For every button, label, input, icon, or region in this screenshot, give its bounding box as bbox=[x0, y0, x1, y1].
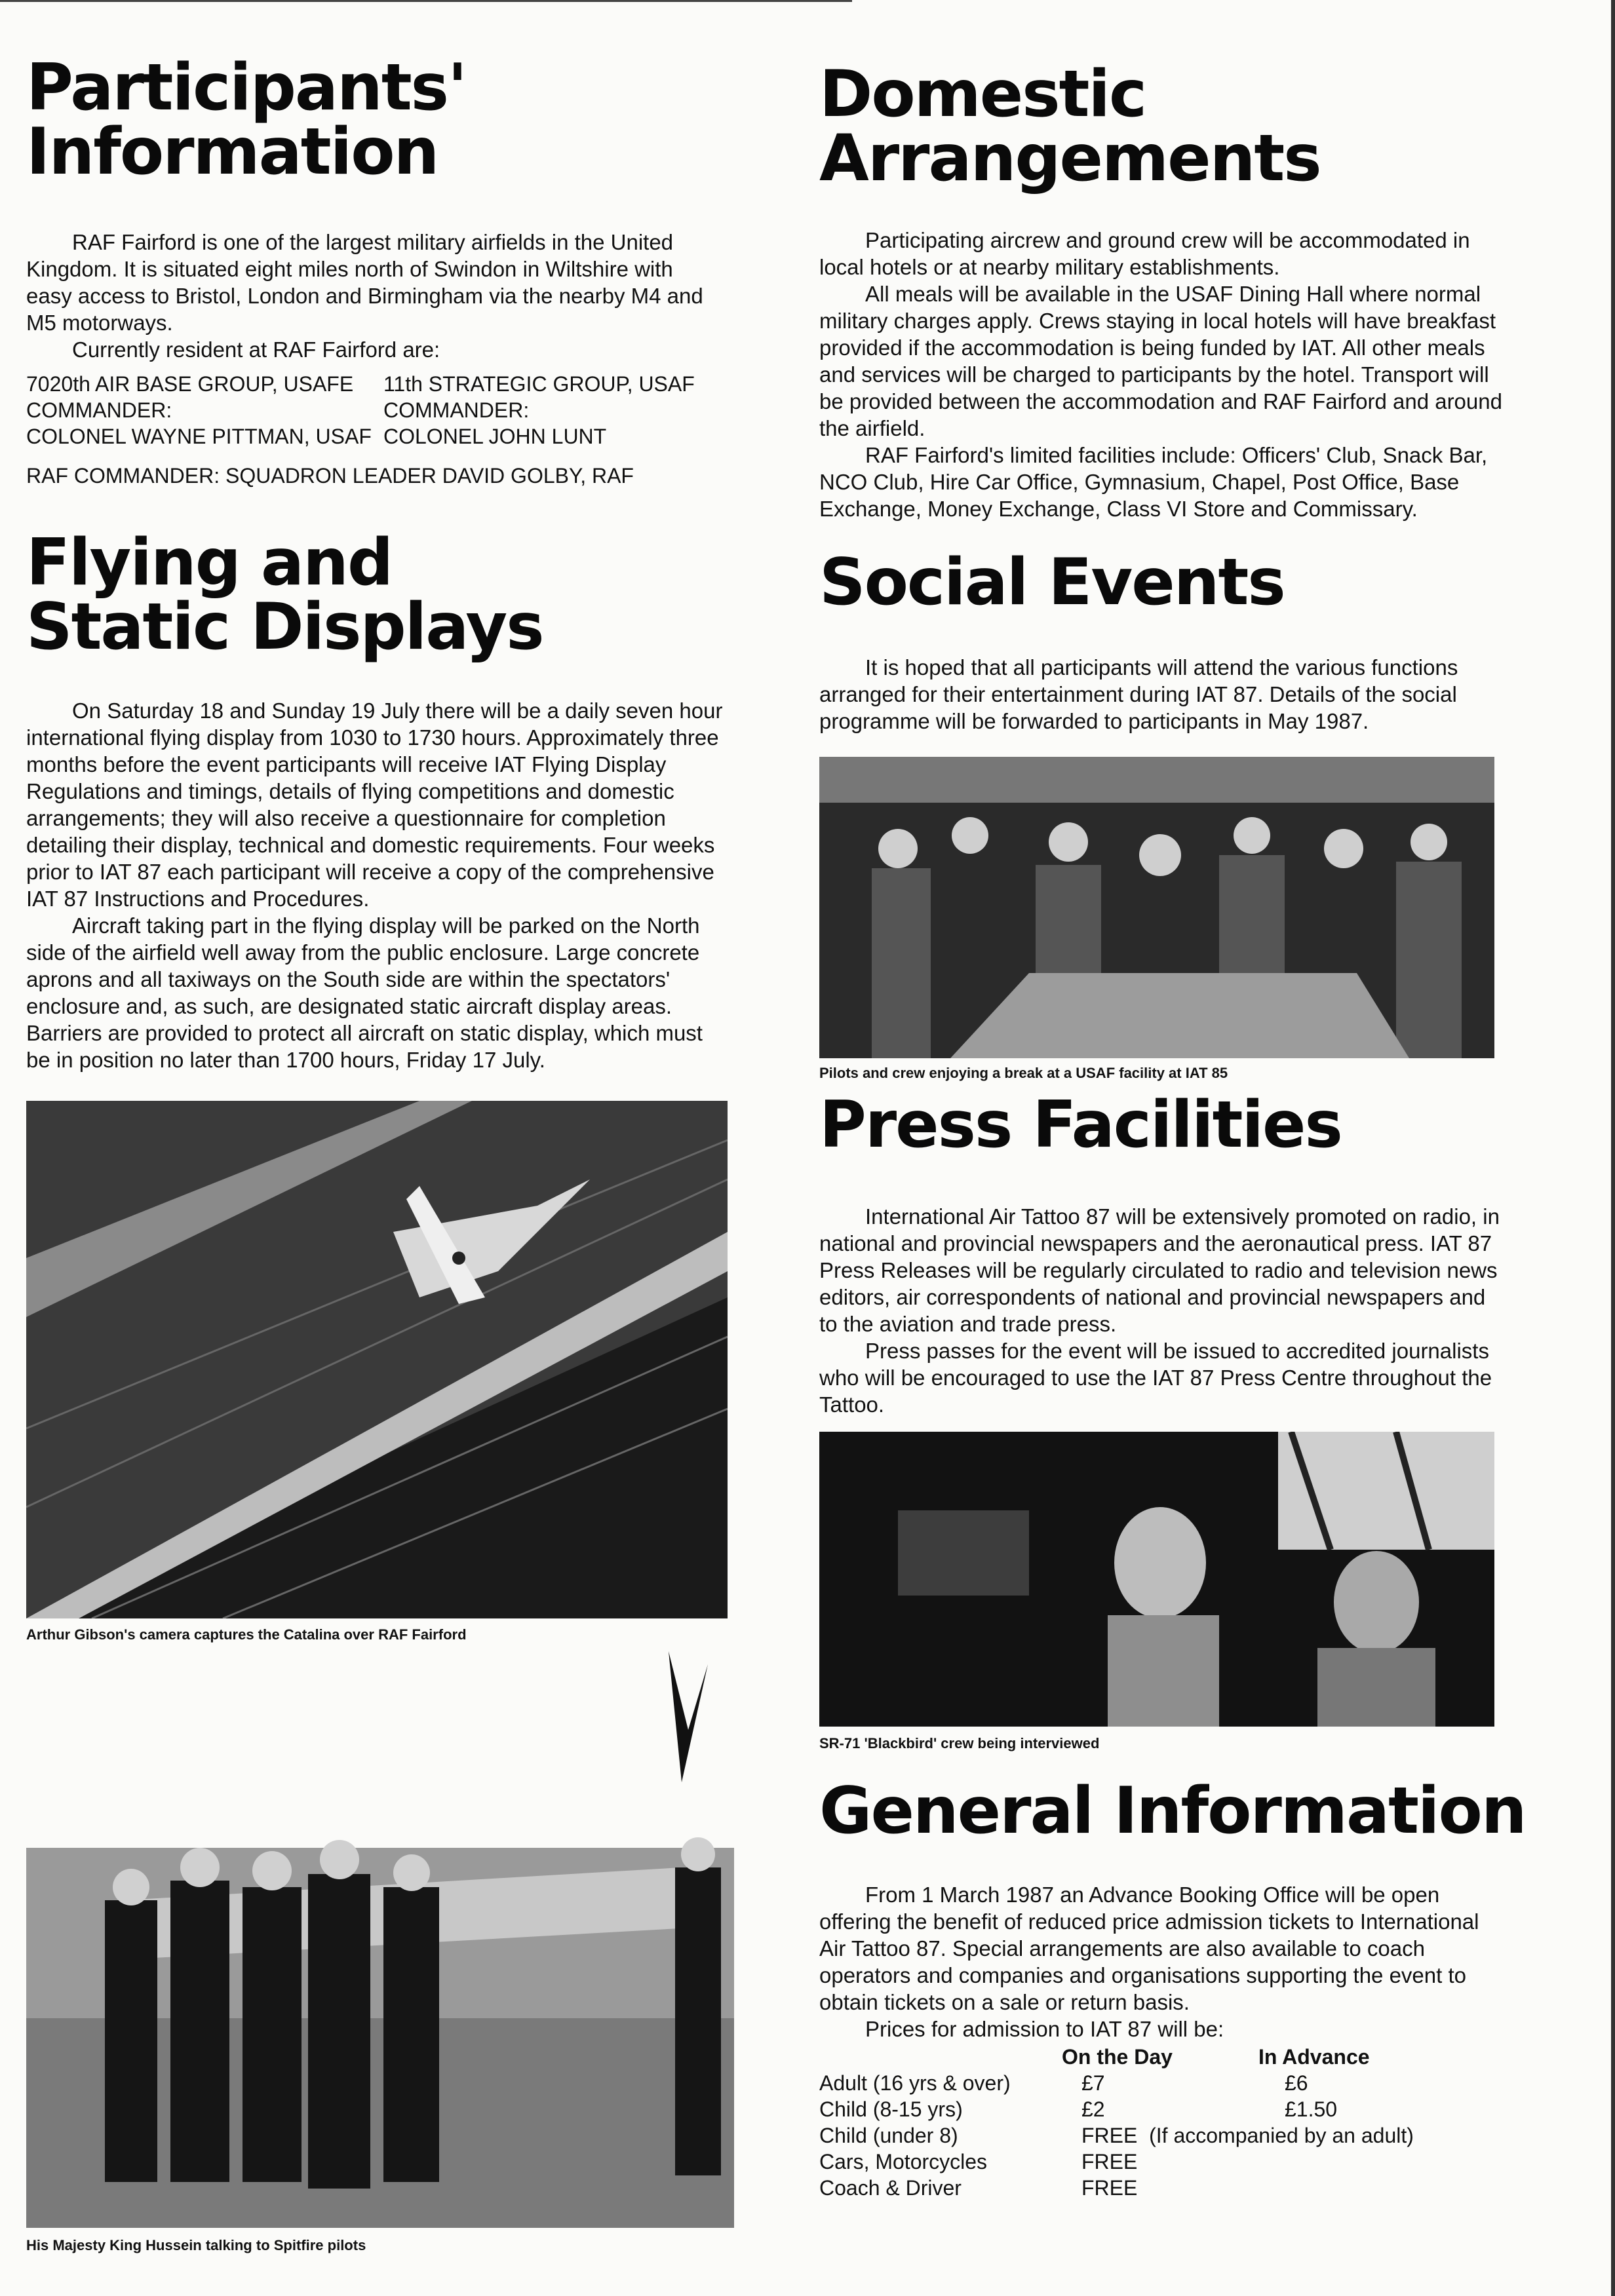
flying-para1: On Saturday 18 and Sunday 19 July there will be a daily seven hour international flying display from 1030 to 1730 hours. Approximately three months before the event participants will receive IAT Flying Display Regulations and timings, details of flying competitions and domestic arrangements; they will also receive a questionnaire for completion detailing their display, technical and domestic requirements. Four weeks prior to IAT 87 each participant will receive a copy of the comprehensive IAT 87 Instructions and Procedures. bbox=[26, 698, 723, 911]
flying-title-line2: Static Displays bbox=[26, 590, 543, 664]
general-section bbox=[819, 1774, 1573, 2201]
flying-title bbox=[26, 526, 741, 664]
price-advance: (If accompanied by an adult) bbox=[1149, 2124, 1414, 2147]
price-day: £7 bbox=[1081, 2071, 1105, 2095]
price-label: Child (8-15 yrs) bbox=[819, 2097, 963, 2121]
king-hussein-photo bbox=[26, 1651, 734, 2228]
general-para1: From 1 March 1987 an Advance Booking Office will be open offering the benefit of reduced price admission tickets to International Air Tattoo 87. Special arrangements are also available to coach operators and companies and organisations supporting the event to obtain tickets on a sale or return basis. bbox=[819, 1883, 1479, 2014]
scan-right-edge bbox=[1611, 0, 1615, 2296]
resident-units bbox=[26, 371, 741, 450]
flying-section bbox=[26, 526, 741, 1073]
price-day: FREE bbox=[1081, 2150, 1138, 2173]
domestic-title-line2: Arrangements bbox=[819, 121, 1321, 196]
domestic-section bbox=[819, 57, 1573, 522]
participants-para2: Currently resident at RAF Fairford are: bbox=[72, 337, 440, 362]
sr71-crew-photo bbox=[819, 1432, 1494, 1727]
participants-title-line1: Participants' bbox=[26, 50, 467, 125]
right-commander-name: COLONEL JOHN LUNT bbox=[383, 425, 607, 448]
social-caption: Pilots and crew enjoying a break at a USAF facility at IAT 85 bbox=[819, 1065, 1228, 1081]
domestic-para3: RAF Fairford's limited facilities include: Officers' Club, Snack Bar, NCO Club, Hire Car Office, Gymnasium, Chapel, Post Office, Base Exchange, Money Exchange, Class VI Store and Commissary. bbox=[819, 443, 1488, 521]
resident-unit-left bbox=[26, 371, 383, 450]
domestic-title-line1: Domestic bbox=[819, 57, 1146, 132]
press-para1: International Air Tattoo 87 will be extensively promoted on radio, in national and provincial newspapers and the aeronautical press. IAT 87 Press Releases will be regularly circulated to radio and television news editors, air correspondents of national and provincial newspapers and to the aviation and trade press. bbox=[819, 1204, 1500, 1336]
flying-title-line1: Flying and bbox=[26, 526, 393, 600]
left-commander-label: COMMANDER: bbox=[26, 398, 172, 422]
raf-commander: RAF COMMANDER: SQUADRON LEADER DAVID GOLBY, RAF bbox=[26, 464, 634, 488]
right-commander-label: COMMANDER: bbox=[383, 398, 530, 422]
resident-unit-right bbox=[383, 371, 741, 450]
price-label: Cars, Motorcycles bbox=[819, 2150, 988, 2173]
price-label: Coach & Driver bbox=[819, 2176, 962, 2200]
left-commander-name: COLONEL WAYNE PITTMAN, USAF bbox=[26, 425, 372, 448]
price-day: FREE bbox=[1081, 2124, 1138, 2147]
social-section bbox=[819, 545, 1573, 735]
participants-title-line2: Information bbox=[26, 115, 438, 189]
price-advance: £6 bbox=[1285, 2071, 1308, 2095]
general-title: General Information bbox=[819, 1774, 1526, 1848]
press-para2: Press passes for the event will be issued to accredited journalists who will be encouraged to use the IAT 87 Press Centre throughout the Tattoo. bbox=[819, 1339, 1492, 1417]
king-hussein-caption: His Majesty King Hussein talking to Spitfire pilots bbox=[26, 2237, 366, 2253]
price-header-day: On the Day bbox=[1062, 2045, 1173, 2069]
price-label: Child (under 8) bbox=[819, 2124, 958, 2147]
catalina-photo bbox=[26, 1101, 728, 1618]
right-unit-name: 11th STRATEGIC GROUP, USAF bbox=[383, 372, 695, 396]
table-row bbox=[819, 2070, 1414, 2096]
price-day: FREE bbox=[1081, 2176, 1138, 2200]
domestic-para1: Participating aircrew and ground crew will be accommodated in local hotels or at nearby military establishments. bbox=[819, 228, 1470, 279]
participants-para1: RAF Fairford is one of the largest military airfields in the United Kingdom. It is situated eight miles north of Swindon in Wiltshire with easy access to Bristol, London and Birmingham via the nearby M4 and M5 motorways. bbox=[26, 230, 703, 335]
domestic-title bbox=[819, 57, 1573, 196]
table-row bbox=[819, 2122, 1414, 2149]
press-section bbox=[819, 1088, 1573, 1418]
table-row bbox=[819, 2149, 1414, 2175]
general-para2: Prices for admission to IAT 87 will be: bbox=[865, 2017, 1224, 2041]
table-row bbox=[819, 2175, 1414, 2201]
flying-para2: Aircraft taking part in the flying display will be parked on the North side of the airfield well away from the public enclosure. Large concrete aprons and all taxiways on the South side are within the spectators' enclosure and, as such, are designated static aircraft display areas. Barriers are provided to protect all aircraft on static display, which must be in position no later than 1700 hours, Friday 17 July. bbox=[26, 913, 703, 1072]
price-table bbox=[819, 2044, 1414, 2201]
price-header-advance: In Advance bbox=[1258, 2045, 1370, 2069]
scan-top-edge bbox=[0, 0, 852, 2]
participants-title bbox=[26, 50, 741, 189]
social-photo bbox=[819, 757, 1494, 1058]
social-para1: It is hoped that all participants will attend the various functions arranged for their entertainment during IAT 87. Details of the social programme will be forwarded to participants in May 1987. bbox=[819, 655, 1458, 733]
catalina-caption: Arthur Gibson's camera captures the Catalina over RAF Fairford bbox=[26, 1626, 467, 1643]
price-advance: £1.50 bbox=[1285, 2097, 1338, 2121]
price-day: £2 bbox=[1081, 2097, 1105, 2121]
press-title: Press Facilities bbox=[819, 1088, 1342, 1162]
price-label: Adult (16 yrs & over) bbox=[819, 2071, 1011, 2095]
social-title: Social Events bbox=[819, 545, 1285, 620]
left-unit-name: 7020th AIR BASE GROUP, USAFE bbox=[26, 372, 354, 396]
sr71-caption: SR-71 'Blackbird' crew being interviewed bbox=[819, 1735, 1100, 1751]
table-row bbox=[819, 2096, 1414, 2122]
domestic-para2: All meals will be available in the USAF Dining Hall where normal military charges apply. Crews staying in local hotels will have breakfast provided if the accommodation is being funded by IAT. All other meals and services will be charged to participants by the hotel. Transport will be provided between the accommodation and RAF Fairford and around the airfield. bbox=[819, 282, 1502, 440]
participants-section bbox=[26, 50, 741, 488]
price-advance bbox=[1258, 2149, 1414, 2175]
price-advance bbox=[1258, 2175, 1414, 2201]
